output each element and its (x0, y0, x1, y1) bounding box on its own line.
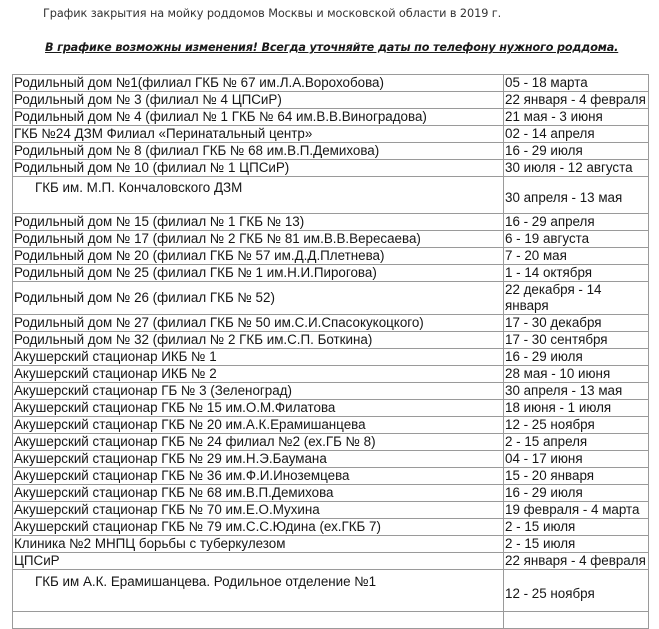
maternity-name (13, 612, 504, 629)
table-row (13, 417, 649, 434)
maternity-name: Родильный дом № 4 (филиал № 1 ГКБ № 64 им.В.В.Виноградова) (13, 109, 504, 126)
closure-dates: 22 января - 4 февраля (504, 553, 649, 570)
maternity-name: Родильный дом № 32 (филиал № 2 ГКБ им.С.П. Боткина) (13, 332, 504, 349)
closure-dates: 28 мая - 10 июня (504, 366, 649, 383)
table-row (13, 75, 649, 92)
closure-dates: 7 - 20 мая (504, 248, 649, 265)
maternity-name: Родильный дом № 17 (филиал № 2 ГКБ № 81 им.В.В.Вересаева) (13, 231, 504, 248)
table-row (13, 485, 649, 502)
maternity-name: Акушерский стационар ИКБ № 2 (13, 366, 504, 383)
maternity-name: Родильный дом № 20 (филиал ГКБ № 57 им.Д.Д.Плетнева) (13, 248, 504, 265)
maternity-name: ЦПСиР (13, 553, 504, 570)
table-row (13, 383, 649, 400)
maternity-name: Родильный дом № 15 (филиал № 1 ГКБ № 13) (13, 214, 504, 231)
table-row (13, 109, 649, 126)
table-row (13, 400, 649, 417)
closure-dates: 15 - 20 января (504, 468, 649, 485)
maternity-name: Акушерский стационар ГКБ № 68 им.В.П.Демихова (13, 485, 504, 502)
closure-dates: 1 - 14 октября (504, 265, 649, 282)
maternity-name: Акушерский стационар ГКБ № 79 им.С.С.Юдина (ех.ГКБ 7) (13, 519, 504, 536)
table-row (13, 126, 649, 143)
maternity-name: Акушерский стационар ГБ № 3 (Зеленоград) (13, 383, 504, 400)
closure-dates: 22 декабря - 14 января (504, 282, 649, 315)
closure-dates: 16 - 29 июля (504, 485, 649, 502)
table-row (13, 553, 649, 570)
table-row (13, 160, 649, 177)
closure-dates: 12 - 25 ноября (504, 570, 649, 612)
closure-schedule-table (12, 74, 649, 629)
table-row (13, 349, 649, 366)
closure-dates: 18 июня - 1 июля (504, 400, 649, 417)
closure-dates: 2 - 15 июля (504, 536, 649, 553)
maternity-name: Родильный дом № 10 (филиал № 1 ЦПСиР) (13, 160, 504, 177)
table-row (13, 177, 649, 214)
maternity-name: Акушерский стационар ГКБ № 24 филиал №2 (ех.ГБ № 8) (13, 434, 504, 451)
closure-dates: 19 февраля - 4 марта (504, 502, 649, 519)
closure-dates: 02 - 14 апреля (504, 126, 649, 143)
closure-dates (504, 612, 649, 629)
closure-dates: 30 апреля - 13 мая (504, 383, 649, 400)
table-row (13, 231, 649, 248)
maternity-name: Родильный дом № 27 (филиал ГКБ № 50 им.С.И.Спасокукоцкого) (13, 315, 504, 332)
maternity-name: ГКБ №24 ДЗМ Филиал «Перинатальный центр» (13, 126, 504, 143)
maternity-name: Родильный дом № 3 (филиал № 4 ЦПСиР) (13, 92, 504, 109)
closure-dates: 2 - 15 апреля (504, 434, 649, 451)
closure-dates: 17 - 30 сентября (504, 332, 649, 349)
table-row (13, 332, 649, 349)
maternity-name: ГКБ им. М.П. Кончаловского ДЗМ (13, 177, 504, 214)
change-warning: В графике возможны изменения! Всегда уточняйте даты по телефону нужного роддома. (45, 41, 619, 54)
closure-dates: 16 - 29 июля (504, 349, 649, 366)
table-row-cutoff (13, 612, 649, 629)
table-row (13, 143, 649, 160)
closure-dates: 6 - 19 августа (504, 231, 649, 248)
table-row (13, 214, 649, 231)
table-row (13, 434, 649, 451)
table-row (13, 451, 649, 468)
maternity-name: Родильный дом № 8 (филиал ГКБ № 68 им.В.П.Демихова) (13, 143, 504, 160)
table-row (13, 92, 649, 109)
maternity-name: Клиника №2 МНПЦ борьбы с туберкулезом (13, 536, 504, 553)
closure-dates: 30 июля - 12 августа (504, 160, 649, 177)
maternity-name: Акушерский стационар ИКБ № 1 (13, 349, 504, 366)
table-row (13, 570, 649, 612)
document-title: График закрытия на мойку роддомов Москвы и московской области в 2019 г. (43, 7, 502, 20)
closure-dates: 16 - 29 июля (504, 143, 649, 160)
maternity-name: Родильный дом № 26 (филиал ГКБ № 52) (13, 282, 504, 315)
table-row (13, 502, 649, 519)
table-row (13, 248, 649, 265)
table-row (13, 282, 649, 315)
closure-dates: 30 апреля - 13 мая (504, 177, 649, 214)
maternity-name: Акушерский стационар ГКБ № 29 им.Н.Э.Баумана (13, 451, 504, 468)
maternity-name: Акушерский стационар ГКБ № 20 им.А.К.Ерамишанцева (13, 417, 504, 434)
maternity-name: ГКБ им А.К. Ерамишанцева. Родильное отделение №1 (13, 570, 504, 612)
maternity-name: Акушерский стационар ГКБ № 70 им.Е.О.Мухина (13, 502, 504, 519)
table-row (13, 468, 649, 485)
maternity-name: Родильный дом №1(филиал ГКБ № 67 им.Л.А.Ворохобова) (13, 75, 504, 92)
maternity-name: Родильный дом № 25 (филиал ГКБ № 1 им.Н.И.Пирогова) (13, 265, 504, 282)
closure-dates: 05 - 18 марта (504, 75, 649, 92)
closure-dates: 04 - 17 июня (504, 451, 649, 468)
maternity-name: Акушерский стационар ГКБ № 36 им.Ф.И.Иноземцева (13, 468, 504, 485)
maternity-name: Акушерский стационар ГКБ № 15 им.О.М.Филатова (13, 400, 504, 417)
table-row (13, 519, 649, 536)
table-row (13, 265, 649, 282)
closure-dates: 17 - 30 декабря (504, 315, 649, 332)
closure-dates: 22 января - 4 февраля (504, 92, 649, 109)
closure-dates: 16 - 29 апреля (504, 214, 649, 231)
closure-dates: 12 - 25 ноября (504, 417, 649, 434)
table-row (13, 366, 649, 383)
table-row (13, 536, 649, 553)
closure-dates: 2 - 15 июля (504, 519, 649, 536)
table-row (13, 315, 649, 332)
closure-dates: 21 мая - 3 июня (504, 109, 649, 126)
